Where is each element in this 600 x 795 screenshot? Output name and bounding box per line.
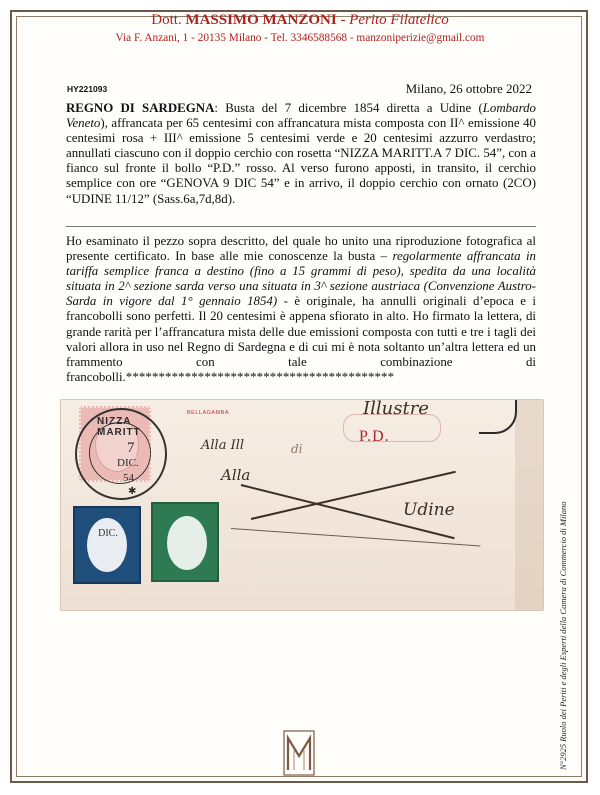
- opinion-text-a: Ho esaminato il pezzo sopra descritto, del quale ho unito una riproduzione fotografica al presente certificato. In base alle mie conoscenze la busta –: [66, 234, 536, 264]
- description-text-a: : Busta del 7 dicembre 1854 diretta a Udine (: [214, 101, 483, 115]
- expert-opinion: [66, 234, 536, 385]
- handwriting-destination: Udine: [403, 500, 455, 520]
- expert-name: [0, 12, 600, 29]
- sender-mark: BELLAGAMBA: [187, 410, 229, 416]
- handwriting-address-3: Alla: [221, 466, 251, 484]
- date-line: Milano, 26 ottobre 2022: [405, 81, 532, 96]
- description-text-b: ), affrancata per 65 centesimi con affrancatura mista composta con II^ emissione 40 centesimi rosa + III^ emissione 5 centesimi verde e 20 centesimi azzurro verdastro; annullati ciascuno con il doppio cerchio con rosetta “NIZZA MARITT.A 7 DIC. 54”, con a fianco sul fronte il bollo “P.D.” rosso. Al verso furono apposti, in transito, il cerchio semplice con ore “GENOVA 9 DIC 54” e in arrivo, il doppio cerchio con ornato (2CO) “UDINE 11/12” (Sass.6a,7d,8d).: [66, 116, 536, 206]
- stamp-5c-green: [151, 502, 219, 582]
- postmark-day: 7: [127, 440, 135, 456]
- expert-title: - Perito Filatelico: [336, 12, 449, 28]
- cover-photo: [60, 399, 544, 611]
- item-description: [66, 101, 536, 207]
- postmark-arc-text: NIZZA MARITT: [97, 416, 141, 438]
- handwriting-address-2: Alla Ill: [201, 438, 245, 453]
- registry-note: N°2925 Ruolo dei Periti e degli Esperti della Camera di Commercio di Milano: [558, 501, 568, 770]
- postmark-month: DIC.: [117, 457, 139, 469]
- pen-stroke-3: [231, 528, 480, 546]
- opinion-italic: regolarmente affrancata in tariffa semplice franca a destino (fino a 15 grammi di peso), spedita da una località situata in 2^ sezione sarda verso una situata in 3^ sezione austriaca (Convenzione Austro-Sarda in vigore dal 1° gennaio 1854): [66, 249, 536, 309]
- name-bold: MASSIMO MANZONI: [185, 12, 337, 28]
- opinion-text-b: - è originale, ha annulli originali d’epoca e i francobolli sono perfetti. Il 20 centesimi è appena sfiorato in alto. Ho firmato la lettera, di grande rarità per l’affrancatura mista delle due emissioni composta con tutti e tre i tagli dei valori allora in uso nel Regno di Sardegna e di cui mi è nota soltanto un’altra lettera ed un frammento con tale combinazione di francobolli.: [66, 294, 536, 384]
- pd-red-mark: P.D.: [359, 428, 390, 445]
- postmark-year: 54: [123, 472, 134, 484]
- blue-cancel-text: DIC.: [98, 528, 118, 539]
- cover-flap: [515, 400, 543, 610]
- separator-line: [66, 226, 536, 227]
- postmark-rosette: ✱: [128, 486, 137, 497]
- certificate-reference: HY221093: [67, 84, 108, 94]
- pen-flourish: [479, 399, 517, 434]
- postmark-inner-ring: [89, 422, 151, 484]
- expert-address: Via F. Anzani, 1 - 20135 Milano - Tel. 3346588568 - manzoniperizie@gmail.com: [115, 32, 485, 44]
- mm-monogram-icon: [283, 730, 315, 781]
- handwriting-faint: di: [291, 442, 303, 456]
- letterhead: [0, 12, 600, 44]
- stamp-20c-blue: [73, 506, 141, 584]
- opinion-stars: *****************************************: [125, 369, 395, 384]
- description-heading: REGNO DI SARDEGNA: [66, 101, 215, 115]
- stamp-embossed-oval-green: [167, 516, 207, 570]
- stamp-embossed-oval: [87, 518, 127, 572]
- stamp-blue-cancel: [93, 528, 123, 540]
- handwriting-address-1: Illustre: [363, 399, 429, 419]
- description-italic: Lombardo Veneto: [66, 101, 536, 131]
- name-prefix: Dott.: [151, 12, 186, 28]
